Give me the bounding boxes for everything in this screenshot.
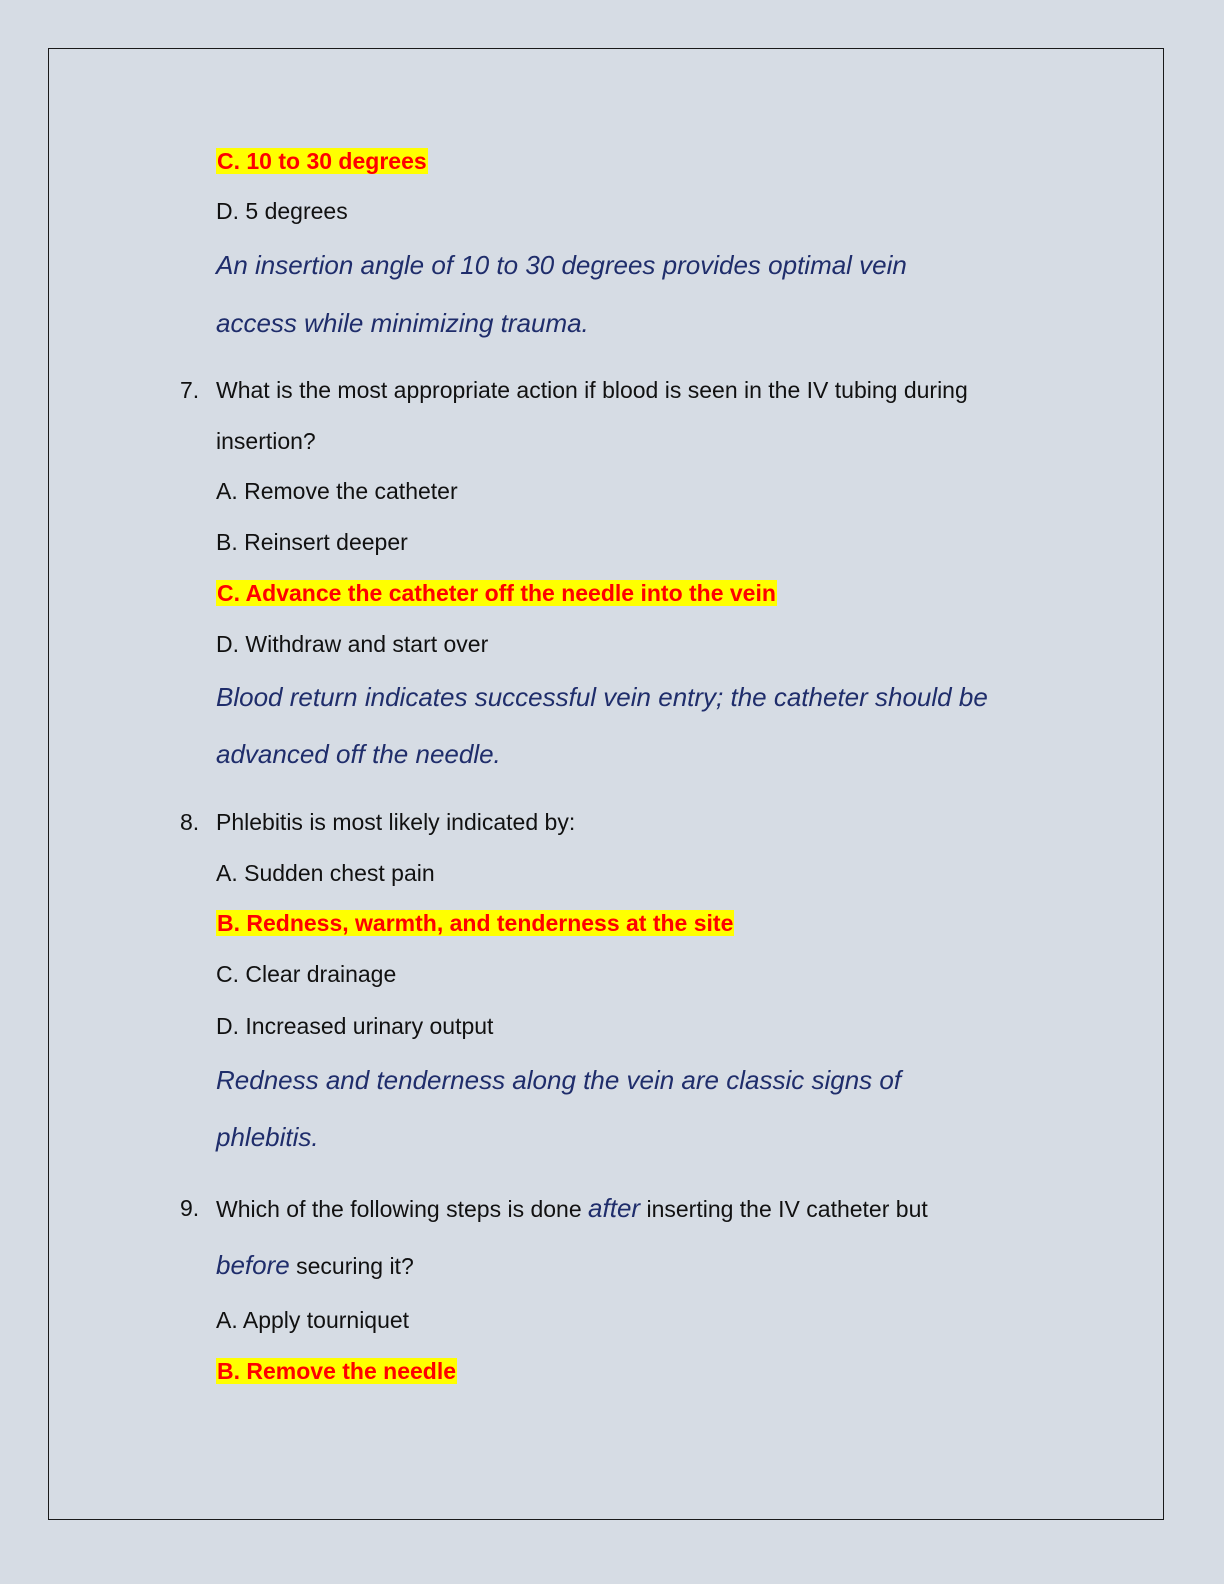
q7-number: 7. [180,377,200,403]
q8-option-b [216,908,734,938]
q7-option-c [216,578,777,608]
q7-option-d: D. Withdraw and start over [216,631,489,657]
q9-question-text: Which of the following steps is done [216,1196,589,1222]
correct-answer-highlight: C. Advance the catheter off the needle into the vein [217,580,776,606]
q9-emphasis-after: after [588,1193,641,1223]
q7-question-line-1: What is the most appropriate action if blood is seen in the IV tubing during [216,377,968,403]
correct-answer-highlight: B. Redness, warmth, and tenderness at the site [217,910,734,936]
q9-emphasis-before: before [216,1250,290,1280]
q6-option-d: D. 5 degrees [216,198,348,224]
q7-explanation-line-1: Blood return indicates successful vein entry; the catheter should be [216,682,988,712]
q8-question: Phlebitis is most likely indicated by: [216,809,576,835]
q6-option-c [216,146,428,176]
q6-explanation-line-1: An insertion angle of 10 to 30 degrees provides optimal vein [216,250,907,280]
q9-option-b [216,1356,457,1386]
q7-option-a: A. Remove the catheter [216,478,458,504]
q9-question-text: inserting the IV catheter but [640,1196,928,1222]
q8-option-d: D. Increased urinary output [216,1013,494,1039]
q8-option-c: C. Clear drainage [216,961,397,987]
correct-answer-highlight: C. 10 to 30 degrees [217,148,427,174]
q6-explanation-line-2: access while minimizing trauma. [216,308,589,338]
q7-option-b: B. Reinsert deeper [216,529,408,555]
q8-option-a: A. Sudden chest pain [216,860,435,886]
q8-number: 8. [180,809,200,835]
q7-explanation-line-2: advanced off the needle. [216,739,501,769]
q8-explanation-line-2: phlebitis. [216,1122,319,1152]
q9-number: 9. [180,1195,200,1221]
q9-question-line-1 [216,1193,928,1224]
q7-question-line-2: insertion? [216,428,316,454]
q8-explanation-line-1: Redness and tenderness along the vein are classic signs of [216,1065,902,1095]
correct-answer-highlight: B. Remove the needle [217,1358,457,1384]
q9-option-a: A. Apply tourniquet [216,1307,410,1333]
q9-question-text: securing it? [289,1253,414,1279]
q9-question-line-2 [216,1250,414,1281]
